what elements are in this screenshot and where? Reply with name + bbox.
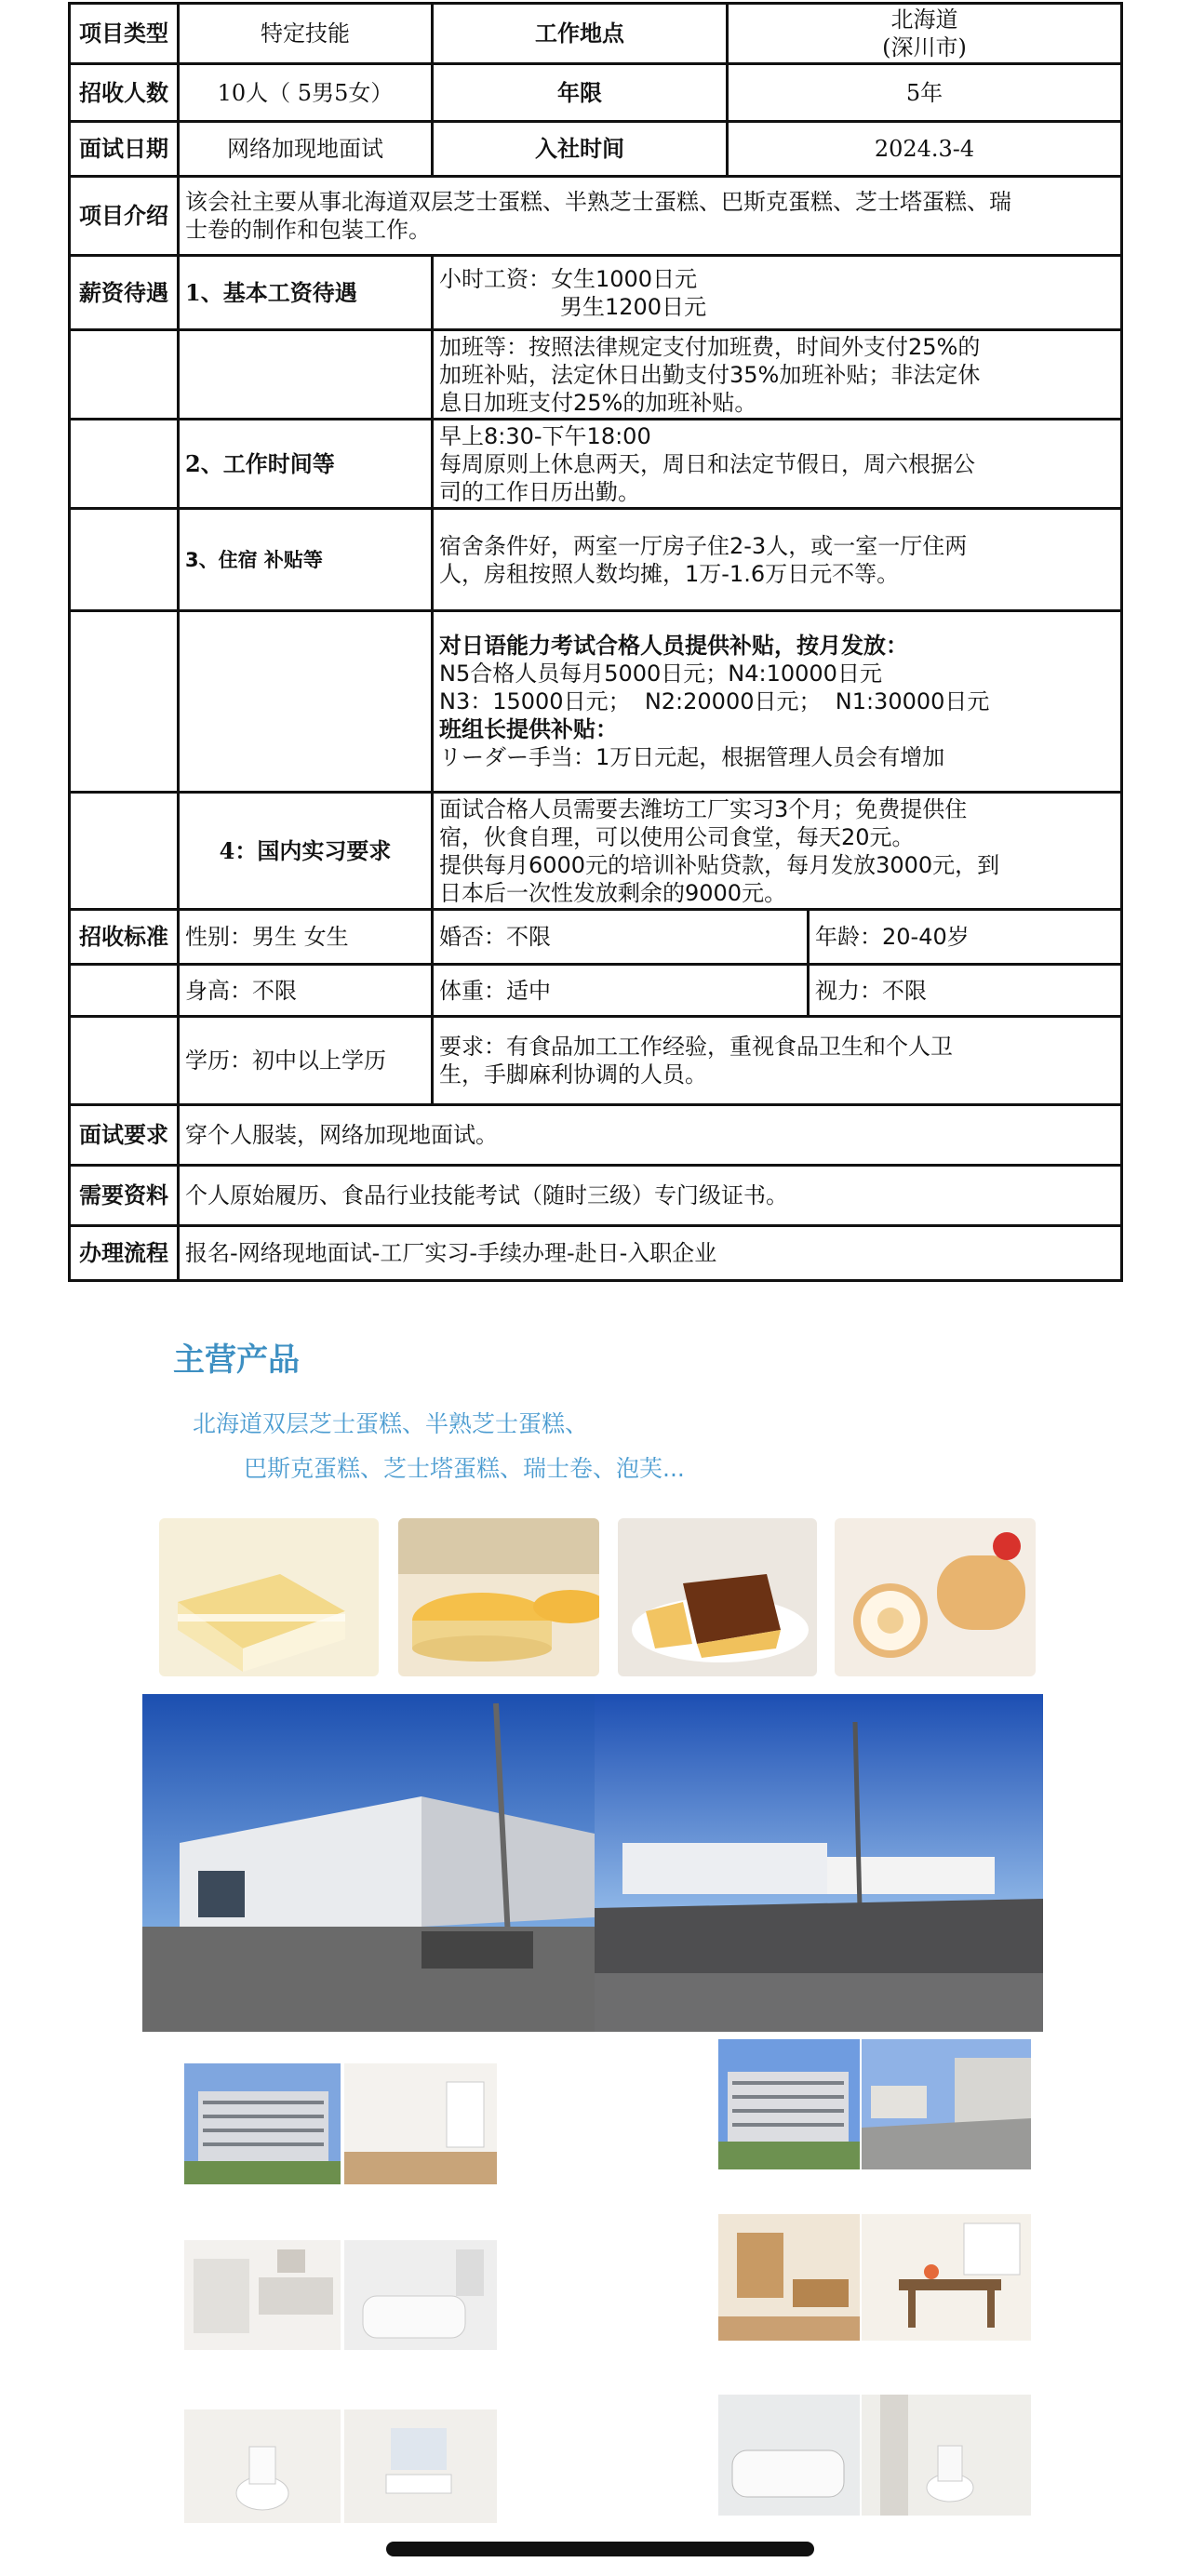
basic-pay-detail xyxy=(431,254,1123,331)
dorm-title: 3、住宿 补贴等 xyxy=(177,507,434,612)
job-info-table xyxy=(68,2,1123,1282)
factory-photo-1 xyxy=(142,1694,595,2032)
basque-cheesecake-photo xyxy=(618,1518,817,1676)
documents-label: 需要资料 xyxy=(68,1164,180,1227)
bathtub-photo xyxy=(718,2395,860,2516)
internship-detail xyxy=(431,791,1123,911)
hours-line1: 早上8:30-下午18:00 xyxy=(439,422,651,449)
toilet-room-photo xyxy=(862,2395,1031,2516)
interview-req-label: 面试要求 xyxy=(68,1103,180,1167)
intro-line1: 该会社主要从事北海道双层芝士蛋糕、半熟芝士蛋糕、巴斯克蛋糕、芝士塔蛋糕、瑞 xyxy=(185,189,1011,215)
dorm-road-photo xyxy=(862,2039,1031,2169)
half-baked-cheesecake-photo xyxy=(398,1518,599,1676)
basic-pay-line2: 男生1200日元 xyxy=(560,293,707,320)
intro-label: 项目介绍 xyxy=(68,175,180,257)
kitchen-photo xyxy=(184,2240,341,2350)
salary-label: 薪资待遇 xyxy=(68,254,180,331)
interview-req-value: 穿个人服装，网络加现地面试。 xyxy=(177,1103,1123,1167)
dorm-building-photo-2 xyxy=(718,2039,860,2169)
dorm-building-photo xyxy=(184,2063,341,2184)
intern-line3: 提供每月6000元的培训补贴贷款，每月发放3000元，到 xyxy=(439,851,1000,878)
blank-cell xyxy=(68,507,180,612)
internship-title: 4：国内实习要求 xyxy=(177,791,434,911)
weight-cell: 体重：适中 xyxy=(431,963,810,1018)
recruit-count-value: 10人（ 5男5女） xyxy=(177,62,434,123)
dining-room-photo xyxy=(862,2214,1031,2341)
swiss-roll-photo xyxy=(835,1518,1036,1676)
products-title: 主营产品 xyxy=(173,1341,300,1379)
lang-line2: N5合格人员每月5000日元；N4:10000日元 xyxy=(439,661,882,687)
intern-line2: 宿，伙食自理，可以使用公司食堂，每天20元。 xyxy=(439,823,915,850)
language-allowance-detail xyxy=(431,609,1123,794)
dorm-line2: 人，房租按照人数均摊，1万-1.6万日元不等。 xyxy=(439,560,900,587)
start-date-value: 2024.3-4 xyxy=(726,120,1123,178)
location-line1: 北海道 xyxy=(890,7,958,33)
location-line2: (深川市) xyxy=(882,34,967,60)
height-cell: 身高：不限 xyxy=(177,963,434,1018)
project-type-label: 项目类型 xyxy=(68,2,180,65)
work-location-value xyxy=(726,2,1123,65)
blank-cell xyxy=(68,1015,180,1106)
blank-cell xyxy=(177,609,434,794)
overtime-line2: 加班补贴，法定休日出勤支付35%加班补贴；非法定休 xyxy=(439,361,981,388)
living-room-photo xyxy=(718,2214,860,2341)
blank-cell xyxy=(68,963,180,1018)
dorm-line1: 宿舍条件好，两室一厅房子住2-3人，或一室一厅住两 xyxy=(439,532,968,559)
term-label: 年限 xyxy=(431,62,729,123)
cheesecake-photo xyxy=(159,1518,379,1676)
gender-cell: 性别：男生 女生 xyxy=(177,908,434,966)
req-line1: 要求：有食品加工工作经验，重视食品卫生和个人卫 xyxy=(439,1034,953,1060)
empty-room-photo xyxy=(344,2063,497,2184)
overtime-line3: 息日加班支付25%的加班补贴。 xyxy=(439,389,757,416)
lang-line4: 班组长提供补贴： xyxy=(439,716,618,742)
work-hours-title: 2、工作时间等 xyxy=(177,418,434,510)
process-label: 办理流程 xyxy=(68,1224,180,1282)
bathroom-photo xyxy=(344,2240,497,2350)
documents-value: 个人原始履历、食品行业技能考试（随时三级）专门级证书。 xyxy=(177,1164,1123,1227)
basic-pay-title: 1、基本工资待遇 xyxy=(177,254,434,331)
requirements-cell xyxy=(431,1015,1123,1106)
overtime-line1: 加班等：按照法律规定支付加班费，时间外支付25%的 xyxy=(439,333,981,360)
intro-line2: 士卷的制作和包装工作。 xyxy=(185,217,431,243)
age-cell: 年龄：20-40岁 xyxy=(807,908,1123,966)
products-line1: 北海道双层芝士蛋糕、半熟芝士蛋糕、 xyxy=(193,1410,589,1437)
interview-date-label: 面试日期 xyxy=(68,120,180,178)
recruit-count-label: 招收人数 xyxy=(68,62,180,123)
basic-pay-line1: 小时工资：女生1000日元 xyxy=(439,265,698,292)
home-indicator[interactable] xyxy=(386,2542,814,2556)
products-line2: 巴斯克蛋糕、芝士塔蛋糕、瑞士卷、泡芙... xyxy=(244,1455,685,1482)
vision-cell: 视力：不限 xyxy=(807,963,1123,1018)
work-location-label: 工作地点 xyxy=(431,2,729,65)
marriage-cell: 婚否：不限 xyxy=(431,908,810,966)
process-value: 报名-网络现地面试-工厂实习-手续办理-赴日-入职企业 xyxy=(177,1224,1123,1282)
blank-cell xyxy=(177,328,434,420)
req-line2: 生，手脚麻利协调的人员。 xyxy=(439,1061,707,1088)
blank-cell xyxy=(68,418,180,510)
start-date-label: 入社时间 xyxy=(431,120,729,178)
work-hours-detail xyxy=(431,418,1123,510)
standard-label: 招收标准 xyxy=(68,908,180,966)
overtime-detail xyxy=(431,328,1123,420)
blank-cell xyxy=(68,609,180,794)
lang-line3: N3：15000日元； N2:20000日元； N1:30000日元 xyxy=(439,688,990,714)
blank-cell xyxy=(68,791,180,911)
term-value: 5年 xyxy=(726,62,1123,123)
dorm-detail xyxy=(431,507,1123,612)
intro-text xyxy=(177,175,1123,257)
hours-line3: 司的工作日历出勤。 xyxy=(439,478,640,505)
toilet-photo xyxy=(184,2409,341,2523)
factory-photo-2 xyxy=(595,1694,1043,2032)
intern-line1: 面试合格人员需要去潍坊工厂实习3个月；免费提供住 xyxy=(439,795,968,822)
lang-line5: リーダー手当：1万日元起，根据管理人员会有增加 xyxy=(439,744,945,770)
washroom-photo xyxy=(344,2409,497,2523)
project-type-value: 特定技能 xyxy=(177,2,434,65)
education-cell: 学历：初中以上学历 xyxy=(177,1015,434,1106)
lang-line1: 对日语能力考试合格人员提供补贴，按月发放： xyxy=(439,633,908,659)
hours-line2: 每周原则上休息两天，周日和法定节假日，周六根据公 xyxy=(439,450,975,477)
interview-date-value: 网络加现地面试 xyxy=(177,120,434,178)
blank-cell xyxy=(68,328,180,420)
intern-line4: 日本后一次性发放剩余的9000元。 xyxy=(439,879,787,906)
